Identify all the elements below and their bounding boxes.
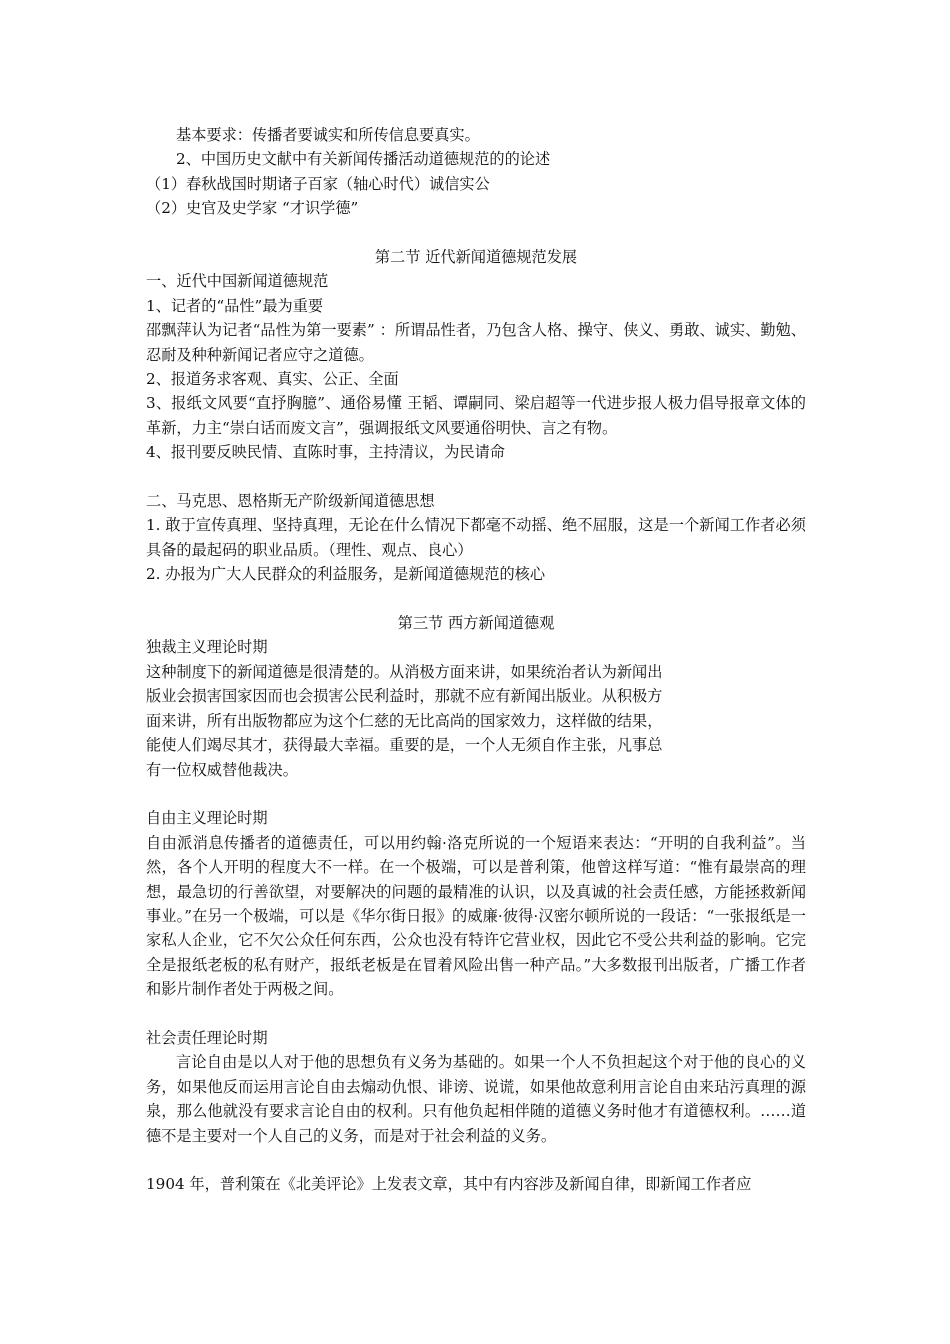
section-2-title: 第二节 近代新闻道德规范发展 (374, 248, 578, 267)
spacer (146, 465, 806, 489)
history-heading: 2、中国历史文献中有关新闻传播活动道德规范的的论述 (176, 150, 551, 169)
section-2-item-3: 3、报纸文风要“直抒胸臆”、通俗易懂 王韬、谭嗣同、梁启超等一代进步报人极力倡导报章文体的革新，力主“崇白话而废文言”，强调报纸文风要通俗明快、言之有物。 (146, 394, 806, 437)
intro-point-1: （1）春秋战国时期诸子百家（轴心时代）诚信实公 (146, 174, 490, 193)
section-2-heading-2: 二、马克思、恩格斯无产阶级新闻道德思想 (146, 492, 435, 511)
marx-point-1: 1. 敢于宣传真理、坚持真理，无论在什么情况下都毫不动摇、绝不屈服，这是一个新闻工作者必须具备的最起码的职业品质。（理性、观点、良心） (146, 516, 806, 559)
section-2-item-4: 4、报刊要反映民情、直陈时事，主持清议，为民请命 (146, 443, 505, 462)
spacer (146, 782, 806, 806)
liberal-title: 自由主义理论时期 (146, 809, 268, 828)
social-responsibility-title: 社会责任理论时期 (146, 1028, 268, 1047)
liberal-text: 自由派消息传播者的道德责任，可以用约翰·洛克所说的一个短语来表达：“开明的自我利益”。当然，各个人开明的程度大不一样。在一个极端，可以是普利策，他曾这样写道：“惟有最崇高的理想，最急切的行善欲望，对要解决的问题的最精准的认识，以及真诚的社会责任感，方能拯救新闻事业。”在另一个极端，可以是《华尔街日报》的威廉·彼得·汉密尔顿所说的一段话：“一张报纸是一家私人企业，它不欠公众任何东西，公众也没有特许它营业权，因此它不受公共利益的影响。它完全是报纸老板的私有财产，报纸老板是在冒着风险出售一种产品。”大多数报刊出版者，广播工作者和影片制作者处于两极之间。 (146, 833, 806, 999)
section-3-title: 第三节 西方新闻道德观 (397, 614, 555, 633)
authoritarian-title: 独裁主义理论时期 (146, 638, 268, 657)
section-2-heading-1: 一、近代中国新闻道德规范 (146, 272, 329, 291)
spacer (146, 587, 806, 611)
section-2-item-2: 2、报道务求客观、真实、公正、全面 (146, 370, 399, 389)
section-2-item-1: 1、记者的“品性”最为重要 (146, 296, 324, 315)
marx-point-2: 2. 办报为广大人民群众的利益服务，是新闻道德规范的核心 (146, 565, 546, 584)
intro-point-2: （2）史官及史学家 “才识学德” (146, 199, 359, 218)
spacer (146, 221, 806, 245)
spacer (146, 1148, 806, 1172)
pulitzer-paragraph: 1904 年，普利策在《北美评论》上发表文章，其中有内容涉及新闻自律，即新闻工作者应 (146, 1175, 752, 1194)
basic-requirement-line: 基本要求：传播者要诚实和所传信息要真实。 (176, 126, 480, 144)
spacer (146, 1002, 806, 1026)
authoritarian-text: 这种制度下的新闻道德是很清楚的。从消极方面来讲，如果统治者认为新闻出版业会损害国家因而也会损害公民利益时，那就不应有新闻出版业。从积极方面来讲，所有出版物都应为这个仁慈的无比高尚的国家效力，这样做的结果，能使人们竭尽其才，获得最大幸福。重要的是，一个人无须自作主张，凡事总有一位权威替他裁决。 (146, 662, 663, 779)
social-responsibility-text: 言论自由是以人对于他的思想负有义务为基础的。如果一个人不负担起这个对于他的良心的义务，如果他反而运用言论自由去煽动仇恨、诽谤、说谎，如果他故意利用言论自由来玷污真理的源泉，那么他就没有要求言论自由的权利。只有他负起相伴随的道德义务时他才有道德权利。……道德不是主要对一个人自己的义务，而是对于社会利益的义务。 (146, 1053, 806, 1145)
section-2-item-1-text: 邵飘萍认为记者“品性为第一要素” ：所谓品性者，乃包含人格、操守、侠义、勇敢、诚实、勤勉、忍耐及种种新闻记者应守之道德。 (146, 321, 806, 364)
document-body (146, 123, 806, 1197)
